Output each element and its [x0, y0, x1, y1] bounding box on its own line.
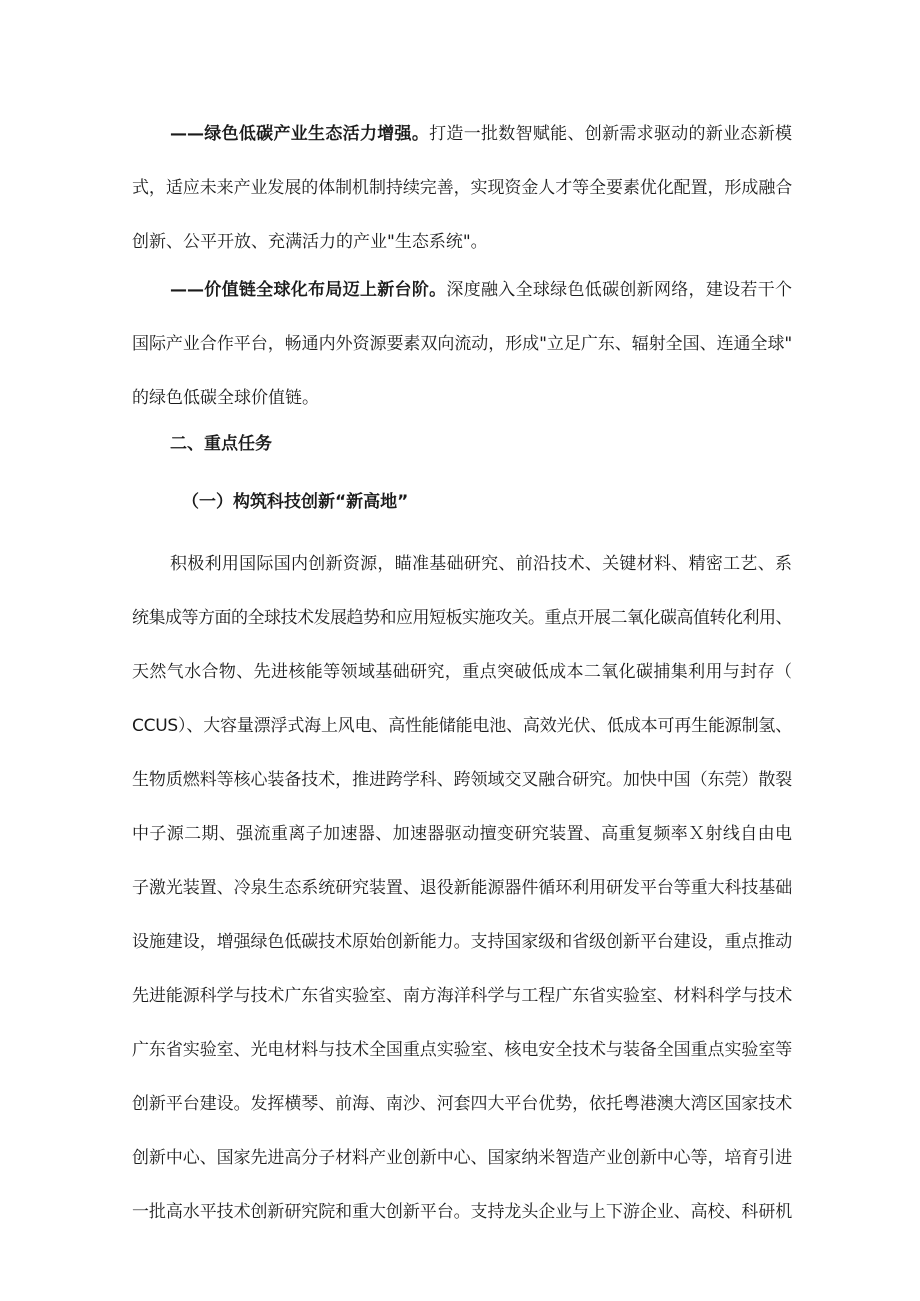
paragraph-line: 中子源二期、强流重离子加速器、加速器驱动擅变研究装置、高重复频率Ｘ射线自由电: [132, 824, 792, 844]
section-heading: 二、重点任务: [170, 434, 272, 454]
paragraph-line: 国际产业合作平台，畅通内外资源要素双向流动，形成"立足广东、辐射全国、连通全球": [132, 334, 792, 354]
paragraph-line: ——价值链全球化布局迈上新台阶。深度融入全球绿色低碳创新网络，建设若干个: [170, 280, 793, 300]
paragraph-lead: ——价值链全球化布局迈上新台阶。: [170, 280, 447, 300]
goal-ecology-paragraph: [132, 107, 792, 269]
paragraph-line: 式，适应未来产业发展的体制机制持续完善，实现资金人才等全要素优化配置，形成融合: [132, 178, 792, 198]
goal-value-chain-paragraph: [132, 263, 792, 425]
paragraph-line: 的绿色低碳全球价值链。: [132, 388, 319, 408]
paragraph-line: 创新、公平开放、充满活力的产业"生态系统"。: [132, 232, 488, 252]
paragraph-line: 设施建设，增强绿色低碳技术原始创新能力。支持国家级和省级创新平台建设，重点推动: [132, 932, 792, 952]
paragraph-line: CCUS）、大容量漂浮式海上风电、高性能储能电池、高效光伏、低成本可再生能源制氢、: [132, 716, 792, 736]
paragraph-line: 统集成等方面的全球技术发展趋势和应用短板实施攻关。重点开展二氧化碳高值转化利用、: [132, 608, 792, 628]
paragraph-line: 一批高水平技术创新研究院和重大创新平台。支持龙头企业与上下游企业、高校、科研机: [132, 1202, 792, 1222]
paragraph-line: 生物质燃料等核心装备技术，推进跨学科、跨领域交叉融合研究。加快中国（东莞）散裂: [132, 770, 792, 790]
body-paragraph: [132, 537, 792, 1239]
paragraph-line: 积极利用国际国内创新资源，瞄准基础研究、前沿技术、关键材料、精密工艺、系: [170, 554, 792, 574]
subsection-heading: （一）构筑科技创新“新高地”: [182, 492, 409, 512]
paragraph-line: 广东省实验室、光电材料与技术全国重点实验室、核电安全技术与装备全国重点实验室等: [132, 1040, 792, 1060]
paragraph-line: 先进能源科学与技术广东省实验室、南方海洋科学与工程广东省实验室、材料科学与技术: [132, 986, 792, 1006]
paragraph-line: 创新中心、国家先进高分子材料产业创新中心、国家纳米智造产业创新中心等，培育引进: [132, 1148, 792, 1168]
paragraph-line: ——绿色低碳产业生态活力增强。打造一批数智赋能、创新需求驱动的新业态新模: [170, 124, 793, 144]
paragraph-line: 创新平台建设。发挥横琴、前海、南沙、河套四大平台优势，依托粤港澳大湾区国家技术: [132, 1094, 792, 1114]
paragraph-line: 天然气水合物、先进核能等领域基础研究，重点突破低成本二氧化碳捕集利用与封存（: [132, 662, 792, 682]
paragraph-lead: ——绿色低碳产业生态活力增强。: [170, 124, 430, 144]
paragraph-line: 子激光装置、冷泉生态系统研究装置、退役新能源器件循环利用研发平台等重大科技基础: [132, 878, 792, 898]
